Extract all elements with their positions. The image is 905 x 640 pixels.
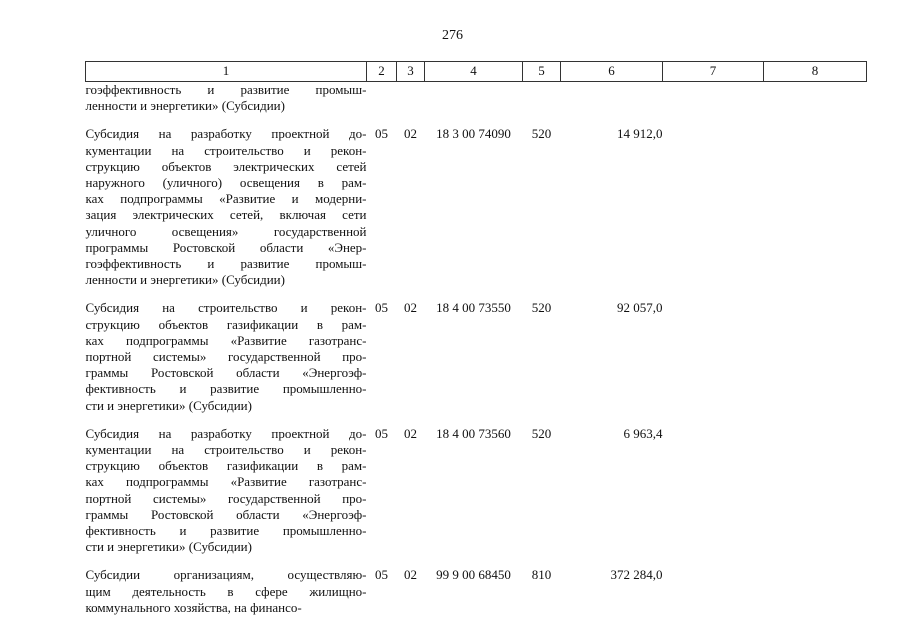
row-description [86,120,367,294]
description-line: ленности и энергетики» (Субсидии) [85,272,285,288]
column-8 [764,561,867,616]
header-cell-4: 4 [425,62,523,82]
header-row [86,62,867,82]
description-line: ленности и энергетики» (Субсидии) [85,98,285,114]
table-row [86,420,867,562]
description-line: портной системы» государственной про- [85,349,367,365]
table-body [86,82,867,617]
subsection-code: 02 [404,300,417,316]
column-7 [663,294,764,419]
row-description [86,561,367,616]
description-line: сти и энергетики» (Субсидии) [85,539,252,555]
description-line: Субсидии организациям, осуществляю- [85,567,367,583]
table-row [86,561,867,616]
column-7 [663,82,764,121]
description-line: ках подпрограммы «Развитие газотранс- [85,332,367,348]
expense-type-code: 520 [531,126,552,142]
description-line: Субсидия на разработку проектной до- [85,425,367,441]
header-cell-7: 7 [663,62,764,82]
target-article-code: 99 9 00 68450 [436,567,511,583]
table-row [86,120,867,294]
header-cell-1: 1 [86,62,367,82]
description-line: кументации на строительство и рекон- [85,142,367,158]
description-line: струкцию объектов газификации в рам- [85,458,367,474]
expense-type-code [523,82,561,121]
column-8 [764,82,867,121]
amount: 14 912,0 [617,126,663,142]
description-line: коммунального хозяйства, на финансо- [85,599,302,615]
description-line: Субсидия на разработку проектной до- [85,126,367,142]
amount [561,82,663,121]
column-7 [663,561,764,616]
description-line: уличного освещения» государственной [85,223,367,239]
expense-type-code: 810 [531,567,552,583]
table-row [86,294,867,419]
description-line: струкцию объектов электрических сетей [85,158,367,174]
amount: 6 963,4 [623,425,663,441]
description-line: кументации на строительство и рекон- [85,442,367,458]
subsection-code: 02 [404,126,417,142]
header-cell-5: 5 [523,62,561,82]
amount: 372 284,0 [610,567,663,583]
section-code: 05 [375,425,388,441]
target-article-code: 18 4 00 73560 [436,425,511,441]
row-description [86,294,367,419]
description-line: программы Ростовской области «Энер- [85,239,367,255]
column-7 [663,420,764,562]
target-article-code: 18 3 00 74090 [436,126,511,142]
subsection-code: 02 [404,425,417,441]
description-line: Субсидия на строительство и рекон- [85,300,367,316]
subsection-code [397,82,425,121]
expense-type-code: 520 [531,300,552,316]
header-cell-2: 2 [367,62,397,82]
column-8 [764,120,867,294]
description-line: граммы Ростовской области «Энергоэф- [85,365,367,381]
column-8 [764,420,867,562]
table-row [86,82,867,121]
header-cell-8: 8 [764,62,867,82]
description-line: сти и энергетики» (Субсидии) [85,397,252,413]
page-number: 276 [442,28,463,43]
description-line: зация электрических сетей, включая сети [85,207,367,223]
section-code: 05 [375,126,388,142]
section-code: 05 [375,300,388,316]
row-description [86,420,367,562]
column-8 [764,294,867,419]
target-article-code [425,82,523,121]
expense-type-code: 520 [531,425,552,441]
budget-table [85,61,867,616]
description-line: ках подпрограммы «Развитие газотранс- [85,474,367,490]
column-7 [663,120,764,294]
description-line: наружного (уличного) освещения в рам- [85,175,367,191]
section-code [367,82,397,121]
subsection-code: 02 [404,567,417,583]
description-line: ках подпрограммы «Развитие и модерни- [85,191,367,207]
row-description [86,82,367,121]
description-line: фективность и развитие промышленно- [85,381,367,397]
description-line: струкцию объектов газификации в рам- [85,316,367,332]
amount: 92 057,0 [617,300,663,316]
header-cell-3: 3 [397,62,425,82]
target-article-code: 18 4 00 73550 [436,300,511,316]
description-line: гоэффективность и развитие промыш- [85,82,367,97]
description-line: щим деятельность в сфере жилищно- [85,583,367,599]
description-line: граммы Ростовской области «Энергоэф- [85,506,367,522]
section-code: 05 [375,567,388,583]
description-line: гоэффективность и развитие промыш- [85,256,367,272]
description-line: фективность и развитие промышленно- [85,523,367,539]
header-cell-6: 6 [561,62,663,82]
description-line: портной системы» государственной про- [85,490,367,506]
